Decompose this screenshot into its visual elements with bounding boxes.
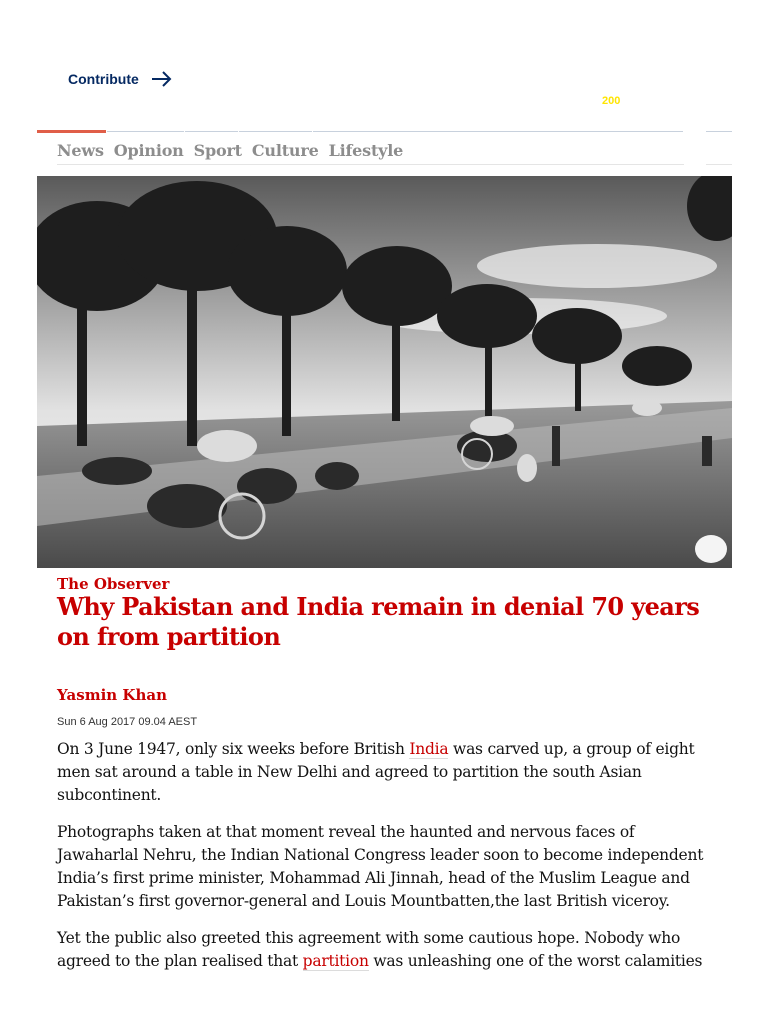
nav-item-sport[interactable]: Sport (193, 140, 242, 160)
paragraph-text: was carved up, a group of eight men sat around a table in New Delhi and agreed to partition the south Asian subcontinent. (57, 740, 695, 804)
author-byline[interactable]: Yasmin Khan (57, 686, 167, 704)
paragraph-3 (57, 927, 717, 973)
hero-image (37, 176, 732, 568)
nav-item-lifestyle[interactable]: Lifestyle (328, 140, 404, 160)
india-link[interactable]: India (409, 740, 449, 758)
paragraph-text: On 3 June 1947, only six weeks before British (57, 740, 410, 758)
nav-bottom-border (57, 164, 684, 165)
paragraph-text: was unleashing one of the worst calamities (368, 952, 703, 970)
paragraph-1 (57, 738, 717, 807)
contribute-label: Contribute (68, 71, 139, 87)
article-headline: Why Pakistan and India remain in denial 70 years on from partition (57, 592, 700, 651)
paragraph-2: Photographs taken at that moment reveal the haunted and nervous faces of Jawaharlal Nehru, the Indian National Congress leader soon to become independent India’s first prime minister, Mohammad Ali Jinnah, head of the Muslim League and Pakistan’s first governor-general and Louis Mountbatten,the last British viceroy. (57, 823, 704, 910)
expand-image-button[interactable] (695, 535, 727, 563)
publish-date: Sun 6 Aug 2017 09.04 AEST (57, 716, 198, 728)
partition-link[interactable]: partition (302, 952, 369, 970)
paragraph-text: Yet the public also greeted this agreement with some cautious hope. Nobody who agreed to the plan realised that (57, 929, 681, 970)
contribute-link[interactable] (68, 70, 173, 88)
arrow-right-icon (151, 70, 173, 88)
main-nav (57, 136, 413, 164)
nav-item-opinion[interactable]: Opinion (113, 140, 184, 160)
nav-top-border (37, 130, 732, 134)
series-kicker[interactable]: The Observer (57, 575, 170, 593)
nav-bottom-border-right (706, 164, 732, 165)
nav-item-news[interactable]: News (57, 140, 104, 160)
article-body (57, 738, 717, 987)
nav-item-culture[interactable]: Culture (251, 140, 319, 160)
header-badge: 200 (602, 95, 621, 107)
